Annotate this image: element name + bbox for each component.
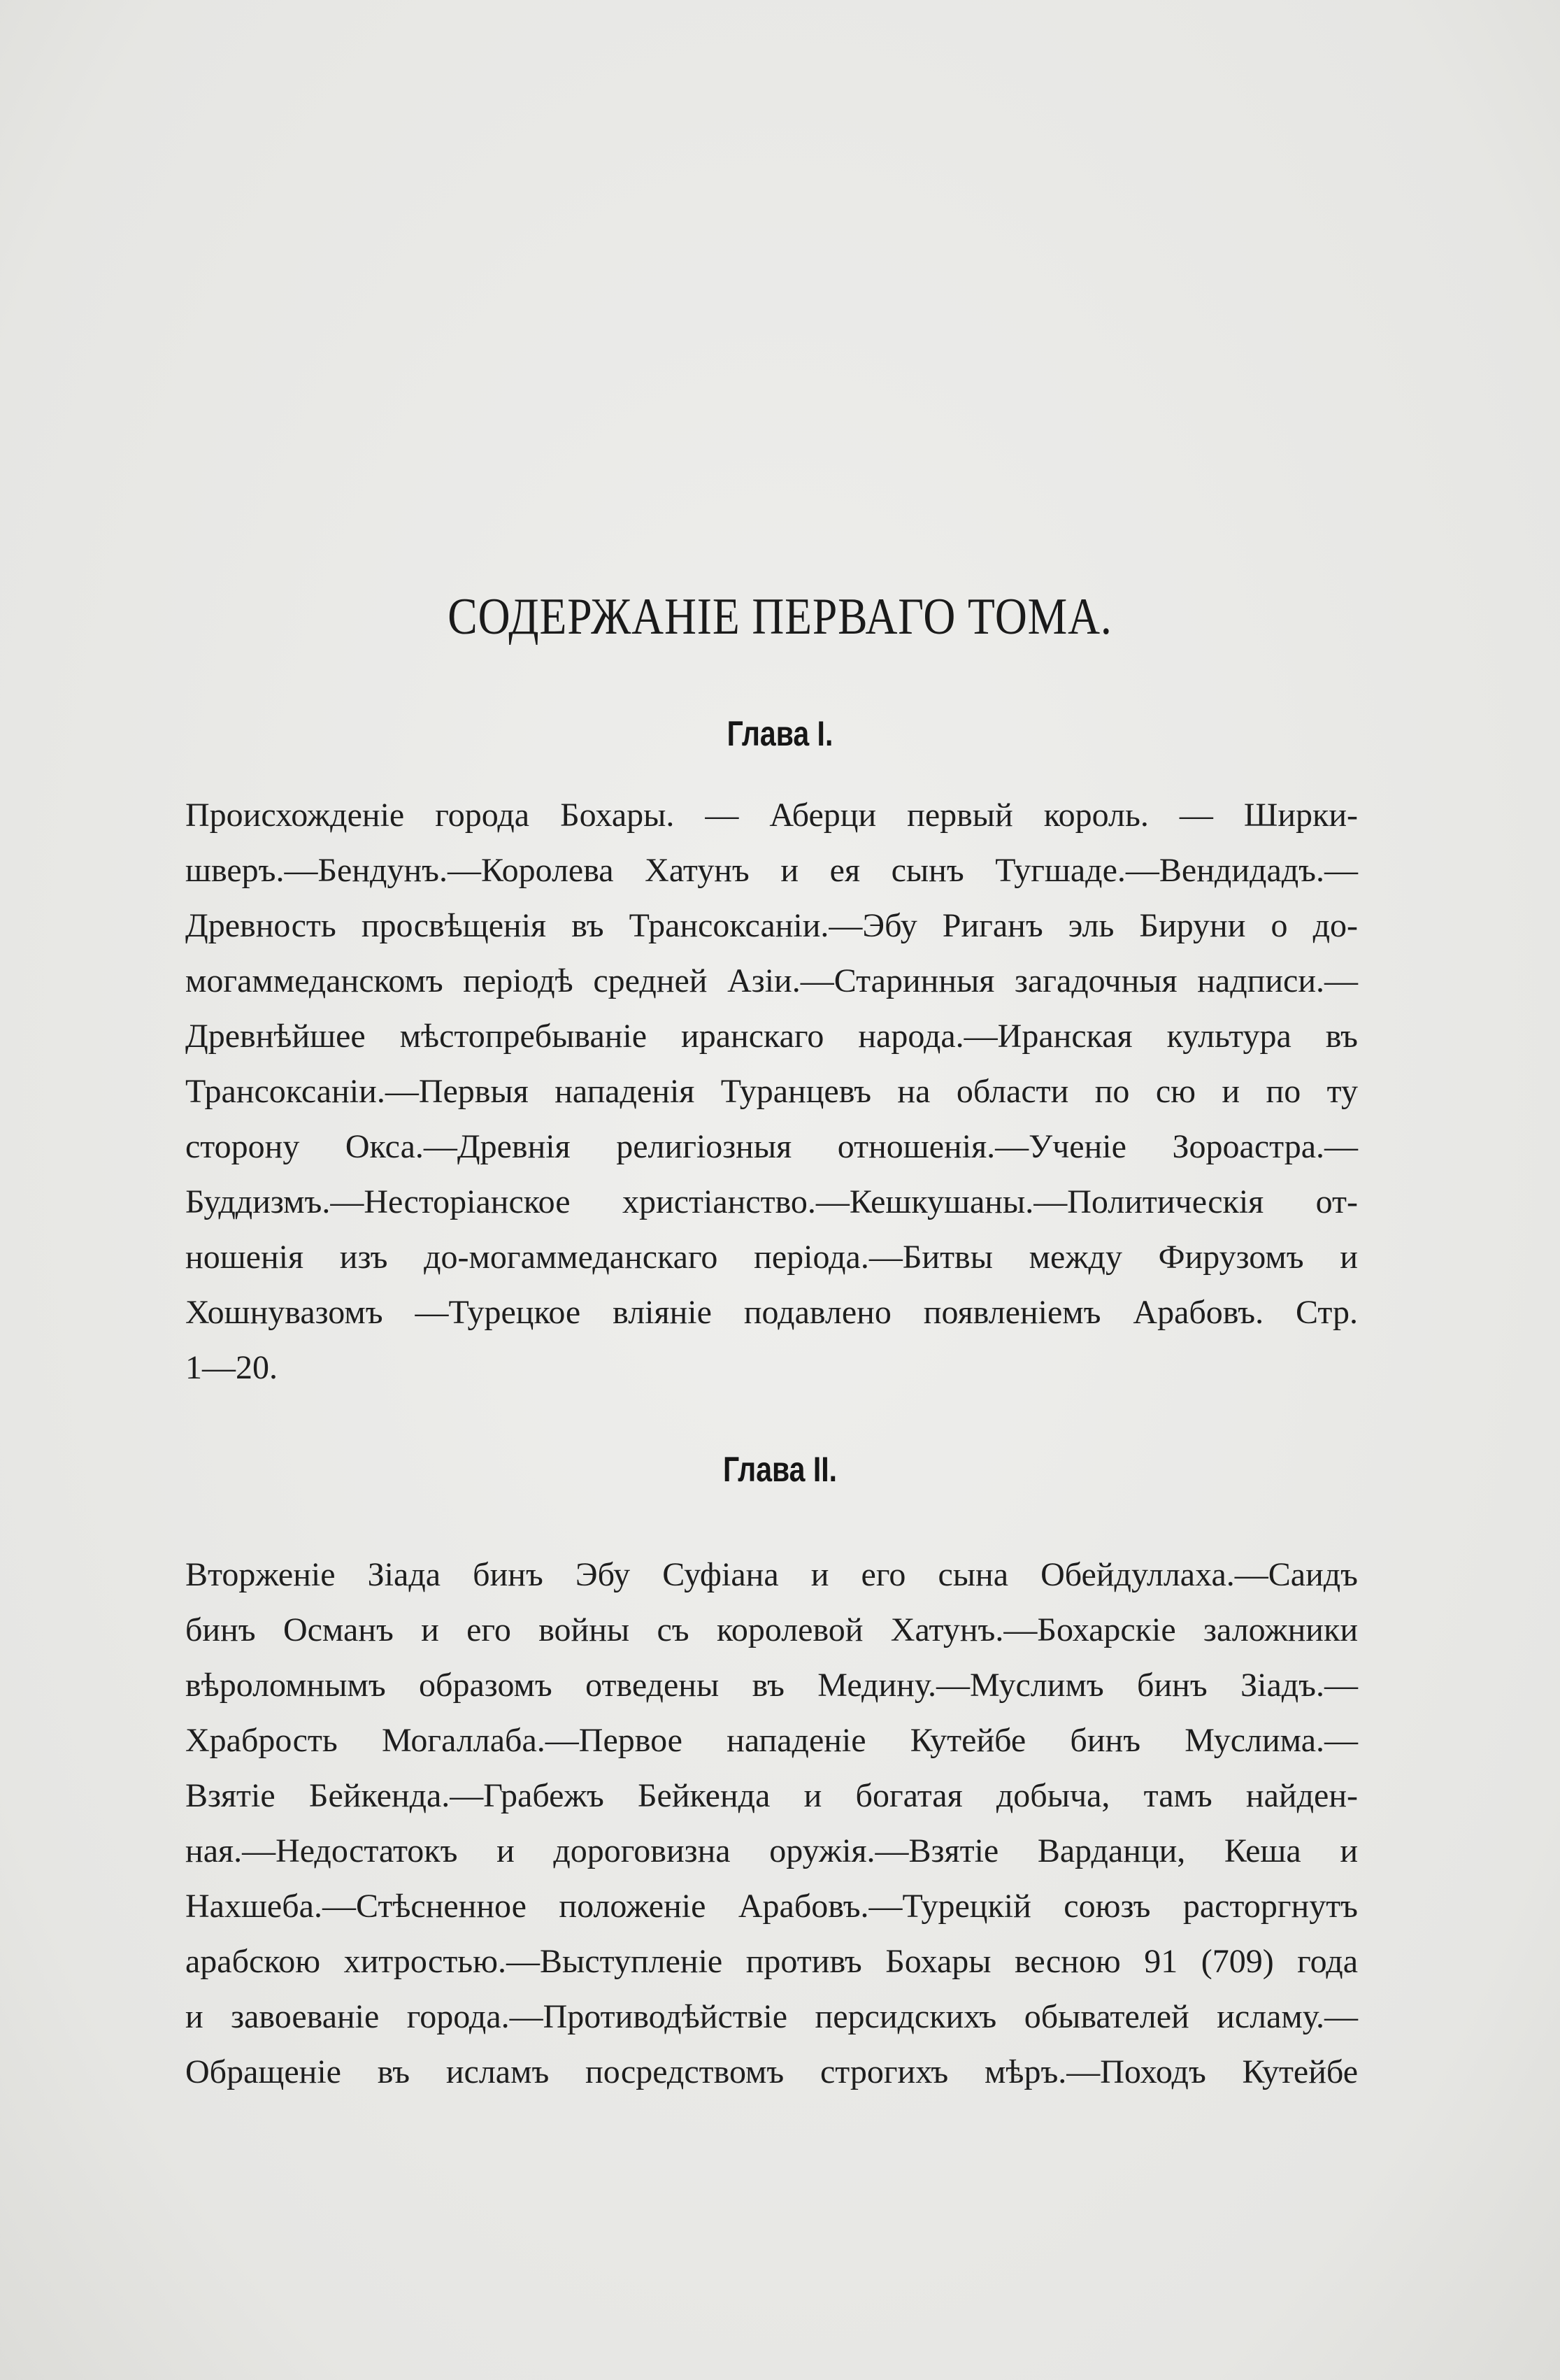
text-line: и завоеваніе города.—Противодѣйствіе персидскихъ обывателей исламу.— xyxy=(185,1998,1358,2035)
text-line: ная.—Недостатокъ и дороговизна оружія.—Взятіе Варданци, Кеша и xyxy=(185,1832,1358,1869)
text-line: 1—20. xyxy=(185,1349,278,1386)
text-line: Древнѣйшее мѣстопребываніе иранскаго народа.—Иранская культура въ xyxy=(185,1018,1358,1055)
chapter-2-summary xyxy=(185,1547,1358,2100)
text-line: сторону Окса.—Древнія религіозныя отношенія.—Ученіе Зороастра.— xyxy=(185,1128,1358,1165)
text-line: Взятіе Бейкенда.—Грабежъ Бейкенда и богатая добыча, тамъ найден- xyxy=(185,1777,1358,1814)
text-line: Древность просвѣщенія въ Трансоксаніи.—Эбу Риганъ эль Бируни о до- xyxy=(185,907,1358,944)
text-line: арабскою хитростью.—Выступленіе противъ Бохары весною 91 (709) года xyxy=(185,1943,1358,1980)
text-line: бинъ Османъ и его войны съ королевой Хатунъ.—Бохарскіе заложники xyxy=(185,1611,1358,1648)
text-line: Буддизмъ.—Несторіанское христіанство.—Кешкушаны.—Политическія от- xyxy=(185,1183,1358,1220)
page-title: СОДЕРЖАНІЕ ПЕРВАГО ТОМА. xyxy=(448,588,1112,646)
text-line: Трансоксаніи.—Первыя нападенія Туранцевъ на области по сю и по ту xyxy=(185,1073,1358,1110)
text-line: Хошнувазомъ —Турецкое вліяніе подавлено появленіемъ Арабовъ. Стр. xyxy=(185,1294,1358,1331)
chapter-1-heading: Глава I. xyxy=(727,714,833,753)
text-line: вѣроломнымъ образомъ отведены въ Медину.—Муслимъ бинъ Зіадъ.— xyxy=(185,1667,1358,1704)
chapter-2-heading: Глава II. xyxy=(722,1450,838,1489)
text-line: Нахшеба.—Стѣсненное положеніе Арабовъ.—Турецкій союзъ расторгнутъ xyxy=(185,1888,1358,1925)
text-line: Обращеніе въ исламъ посредствомъ строгихъ мѣръ.—Походъ Кутейбе xyxy=(185,2053,1358,2090)
text-line: Вторженіе Зіада бинъ Эбу Суфіана и его сына Обейдуллаха.—Саидъ xyxy=(185,1556,1358,1593)
text-line: Происхожденіе города Бохары. — Аберци первый король. — Ширки- xyxy=(185,797,1358,834)
text-line: Храбрость Могаллаба.—Первое нападеніе Кутейбе бинъ Муслима.— xyxy=(185,1722,1358,1759)
text-line: шверъ.—Бендунъ.—Королева Хатунъ и ея сынъ Тугшаде.—Вендидадъ.— xyxy=(185,852,1358,889)
chapter-1-summary xyxy=(185,788,1358,1395)
text-line: могаммеданскомъ періодѣ средней Азіи.—Старинныя загадочныя надписи.— xyxy=(185,962,1358,999)
text-line: ношенія изъ до-могаммеданскаго періода.—Битвы между Фирузомъ и xyxy=(185,1239,1358,1276)
